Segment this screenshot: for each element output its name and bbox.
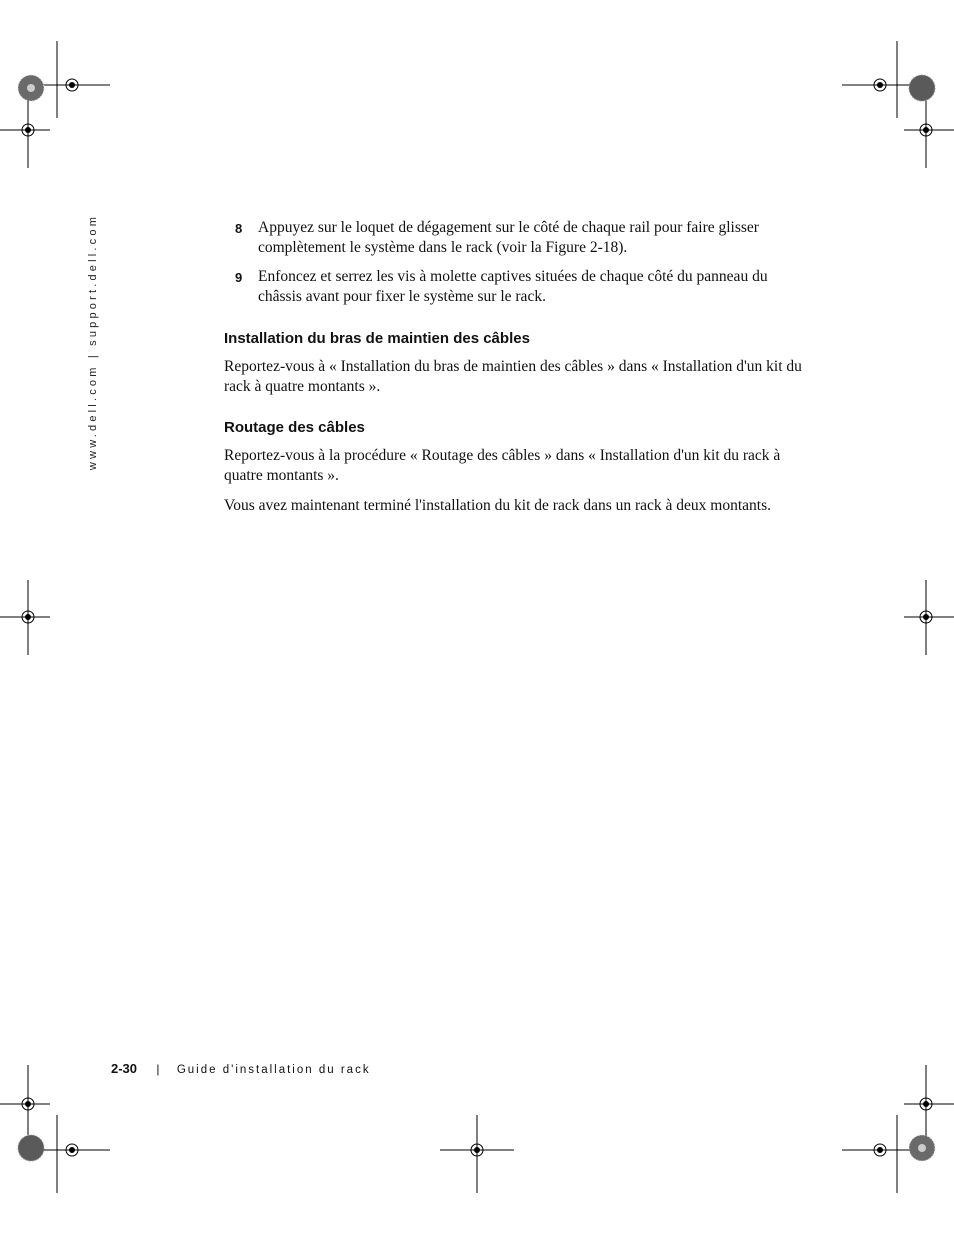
page-number: 2-30 — [111, 1061, 138, 1076]
footer-separator: | — [156, 1062, 160, 1076]
section-heading: Routage des câbles — [224, 419, 365, 436]
section-paragraph: Vous avez maintenant terminé l'installation du kit de rack dans un rack à deux montants. — [224, 497, 772, 514]
step-item — [224, 267, 814, 307]
sidebar-url: www.dell.com | support.dell.com — [87, 213, 99, 471]
step-number: 8 — [235, 221, 243, 236]
section-heading: Installation du bras de maintien des câbles — [224, 330, 530, 347]
step-item — [224, 218, 814, 258]
section-paragraph: Reportez-vous à « Installation du bras de maintien des câbles » dans « Installation d'un kit du rack à quatre montants ». — [224, 358, 802, 395]
step-text: Appuyez sur le loquet de dégagement sur le côté de chaque rail pour faire glisser complètement le système dans le rack (voir la Figure 2-18). — [258, 219, 759, 256]
main-content — [224, 218, 814, 526]
page-footer — [111, 1061, 371, 1076]
step-text: Enfoncez et serrez les vis à molette captives situées de chaque côté du panneau du châssis avant pour fixer le système sur le rack. — [258, 268, 768, 305]
footer-title: Guide d'installation du rack — [176, 1064, 371, 1076]
section-paragraph: Reportez-vous à la procédure « Routage des câbles » dans « Installation d'un kit du rack à quatre montants ». — [224, 447, 781, 484]
step-number: 9 — [235, 270, 243, 285]
